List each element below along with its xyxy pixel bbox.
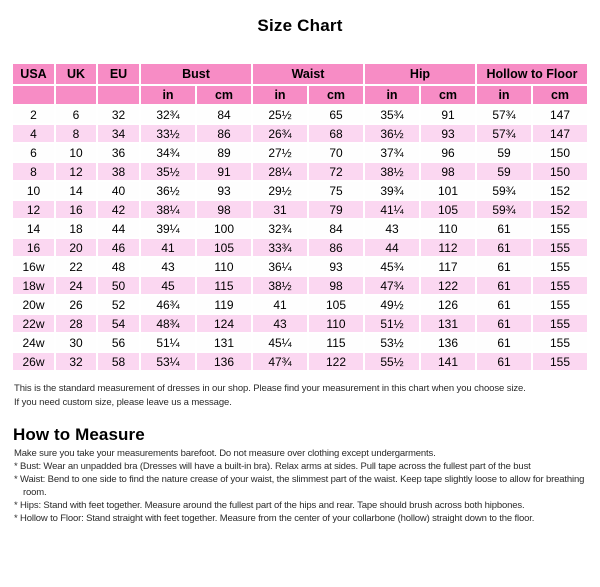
table-cell: 45¼ (253, 334, 307, 351)
table-header-row (13, 64, 587, 84)
table-cell: 35½ (141, 163, 195, 180)
table-cell: 155 (533, 315, 587, 332)
table-cell: 27½ (253, 144, 307, 161)
table-cell: 110 (421, 220, 475, 237)
table-cell: 53¼ (141, 353, 195, 370)
table-cell: 41¼ (365, 201, 419, 218)
table-cell: 84 (309, 220, 363, 237)
table-cell: 61 (477, 277, 531, 294)
table-cell: 31 (253, 201, 307, 218)
table-cell: 8 (13, 163, 54, 180)
table-cell: 29½ (253, 182, 307, 199)
table-cell: 150 (533, 144, 587, 161)
table-cell: 38 (98, 163, 139, 180)
note-line: If you need custom size, please leave us a message. (14, 397, 232, 408)
table-cell: 122 (421, 277, 475, 294)
table-cell: 126 (421, 296, 475, 313)
how-to-measure-section (14, 447, 598, 525)
table-cell: 20 (56, 239, 96, 256)
table-cell: 141 (421, 353, 475, 370)
unit-header-in: in (253, 86, 307, 104)
table-cell: 51¼ (141, 334, 195, 351)
table-cell: 34¾ (141, 144, 195, 161)
table-cell: 110 (309, 315, 363, 332)
table-cell: 53½ (365, 334, 419, 351)
table-row (13, 201, 587, 218)
table-cell: 44 (365, 239, 419, 256)
table-cell: 8 (56, 125, 96, 142)
table-cell: 131 (197, 334, 251, 351)
table-cell: 16 (13, 239, 54, 256)
table-cell: 110 (197, 258, 251, 275)
table-cell: 61 (477, 334, 531, 351)
measure-item-bust: * Bust: Wear an unpadded bra (Dresses will have a built-in bra). Relax arms at sides. Pull tape across the fullest part of the bust (14, 461, 531, 472)
table-cell: 4 (13, 125, 54, 142)
table-cell: 147 (533, 106, 587, 123)
table-cell: 112 (421, 239, 475, 256)
table-cell: 10 (56, 144, 96, 161)
table-cell: 41 (253, 296, 307, 313)
table-cell: 22 (56, 258, 96, 275)
table-cell: 136 (421, 334, 475, 351)
table-cell: 48¾ (141, 315, 195, 332)
table-cell: 105 (197, 239, 251, 256)
table-cell: 70 (309, 144, 363, 161)
table-cell: 38¼ (141, 201, 195, 218)
table-cell: 16w (13, 258, 54, 275)
table-cell: 44 (98, 220, 139, 237)
table-cell: 117 (421, 258, 475, 275)
table-cell: 34 (98, 125, 139, 142)
measure-item-hips: * Hips: Stand with feet together. Measure around the fullest part of the hips and rear. Tape should brush across both hipbones. (14, 500, 525, 511)
measure-item-hollow-to-floor: * Hollow to Floor: Stand straight with feet together. Measure from the center of your collarbone (hollow) straight down to the floor. (14, 513, 535, 524)
table-cell: 101 (421, 182, 475, 199)
measure-item-waist: * Waist: Bend to one side to find the nature crease of your waist, the slimmest part of the waist. Keep tape slightly loose to allow for breathing room. (14, 474, 585, 498)
table-cell: 155 (533, 258, 587, 275)
table-cell: 152 (533, 182, 587, 199)
table-cell: 61 (477, 315, 531, 332)
table-cell: 39¾ (365, 182, 419, 199)
size-chart-page (0, 16, 600, 587)
table-cell: 105 (421, 201, 475, 218)
unit-header-in: in (365, 86, 419, 104)
standard-measurement-note (14, 382, 598, 410)
table-cell: 105 (309, 296, 363, 313)
table-cell: 43 (365, 220, 419, 237)
table-row (13, 239, 587, 256)
note-line: This is the standard measurement of dresses in our shop. Please find your measurement in this chart when you choose size. (14, 383, 526, 394)
column-header-eu: EU (98, 64, 139, 84)
table-cell: 61 (477, 239, 531, 256)
table-cell: 32 (56, 353, 96, 370)
column-header-usa: USA (13, 64, 54, 84)
size-table-body (13, 106, 587, 370)
unit-header-in: in (477, 86, 531, 104)
table-cell: 155 (533, 239, 587, 256)
table-cell: 36¼ (253, 258, 307, 275)
table-cell: 2 (13, 106, 54, 123)
table-cell: 32 (98, 106, 139, 123)
table-cell: 16 (56, 201, 96, 218)
column-header-uk: UK (56, 64, 96, 84)
table-cell: 124 (197, 315, 251, 332)
unit-header-in: in (141, 86, 195, 104)
table-cell: 49½ (365, 296, 419, 313)
unit-header-cm: cm (533, 86, 587, 104)
table-cell: 26¾ (253, 125, 307, 142)
table-cell: 20w (13, 296, 54, 313)
table-header (13, 64, 587, 104)
table-cell: 57¾ (477, 125, 531, 142)
column-header-waist: Waist (253, 64, 363, 84)
table-cell: 155 (533, 296, 587, 313)
table-cell: 26 (56, 296, 96, 313)
table-row (13, 353, 587, 370)
table-cell: 59 (477, 144, 531, 161)
table-cell: 6 (13, 144, 54, 161)
table-cell: 152 (533, 201, 587, 218)
table-cell: 24w (13, 334, 54, 351)
unit-header-cm: cm (421, 86, 475, 104)
table-cell: 36½ (141, 182, 195, 199)
table-cell: 93 (197, 182, 251, 199)
table-cell: 115 (309, 334, 363, 351)
table-cell: 10 (13, 182, 54, 199)
table-cell: 59 (477, 163, 531, 180)
table-cell: 40 (98, 182, 139, 199)
table-cell: 33½ (141, 125, 195, 142)
table-row (13, 277, 587, 294)
table-cell: 155 (533, 277, 587, 294)
table-cell: 52 (98, 296, 139, 313)
table-row (13, 315, 587, 332)
table-cell: 32¾ (253, 220, 307, 237)
table-cell: 18w (13, 277, 54, 294)
table-cell: 72 (309, 163, 363, 180)
table-cell: 100 (197, 220, 251, 237)
table-cell: 6 (56, 106, 96, 123)
table-cell: 45¾ (365, 258, 419, 275)
table-cell: 57¾ (477, 106, 531, 123)
table-cell: 91 (197, 163, 251, 180)
table-cell: 51½ (365, 315, 419, 332)
table-row (13, 125, 587, 142)
table-cell: 59¾ (477, 201, 531, 218)
table-cell: 84 (197, 106, 251, 123)
table-cell: 43 (141, 258, 195, 275)
table-cell: 39¼ (141, 220, 195, 237)
table-cell: 42 (98, 201, 139, 218)
table-cell: 18 (56, 220, 96, 237)
table-cell: 59¾ (477, 182, 531, 199)
table-cell: 32¾ (141, 106, 195, 123)
column-header-hip: Hip (365, 64, 475, 84)
table-cell: 61 (477, 353, 531, 370)
unit-header-cm: cm (197, 86, 251, 104)
table-cell: 45 (141, 277, 195, 294)
table-cell: 37¾ (365, 144, 419, 161)
table-cell: 89 (197, 144, 251, 161)
table-cell: 75 (309, 182, 363, 199)
table-cell: 28¼ (253, 163, 307, 180)
table-cell: 24 (56, 277, 96, 294)
table-cell: 56 (98, 334, 139, 351)
table-cell: 12 (56, 163, 96, 180)
how-to-measure-heading: How to Measure (13, 425, 145, 444)
table-cell: 41 (141, 239, 195, 256)
measure-intro: Make sure you take your measurements barefoot. Do not measure over clothing except undergarments. (14, 448, 436, 459)
unit-header-empty (98, 86, 139, 104)
table-cell: 33¾ (253, 239, 307, 256)
table-row (13, 258, 587, 275)
table-cell: 38½ (365, 163, 419, 180)
table-cell: 12 (13, 201, 54, 218)
table-row (13, 182, 587, 199)
table-cell: 30 (56, 334, 96, 351)
table-cell: 86 (309, 239, 363, 256)
table-cell: 68 (309, 125, 363, 142)
table-cell: 46¾ (141, 296, 195, 313)
table-cell: 36½ (365, 125, 419, 142)
table-cell: 58 (98, 353, 139, 370)
table-cell: 155 (533, 353, 587, 370)
column-header-hollow-to-floor: Hollow to Floor (477, 64, 587, 84)
table-cell: 25½ (253, 106, 307, 123)
table-cell: 150 (533, 163, 587, 180)
table-row (13, 334, 587, 351)
page-title: Size Chart (257, 16, 343, 35)
table-cell: 38½ (253, 277, 307, 294)
table-cell: 35¾ (365, 106, 419, 123)
table-cell: 47¾ (253, 353, 307, 370)
table-cell: 155 (533, 220, 587, 237)
table-cell: 36 (98, 144, 139, 161)
table-cell: 93 (421, 125, 475, 142)
table-cell: 26w (13, 353, 54, 370)
table-cell: 48 (98, 258, 139, 275)
table-cell: 61 (477, 220, 531, 237)
table-cell: 119 (197, 296, 251, 313)
table-cell: 65 (309, 106, 363, 123)
table-cell: 91 (421, 106, 475, 123)
column-header-bust: Bust (141, 64, 251, 84)
table-cell: 50 (98, 277, 139, 294)
unit-header-empty (56, 86, 96, 104)
table-row (13, 220, 587, 237)
table-unit-row (13, 86, 587, 104)
unit-header-cm: cm (309, 86, 363, 104)
table-cell: 47¾ (365, 277, 419, 294)
table-cell: 22w (13, 315, 54, 332)
table-cell: 155 (533, 334, 587, 351)
size-chart-table (11, 62, 589, 372)
table-cell: 98 (197, 201, 251, 218)
table-cell: 93 (309, 258, 363, 275)
table-cell: 79 (309, 201, 363, 218)
table-cell: 55½ (365, 353, 419, 370)
table-row (13, 106, 587, 123)
table-cell: 136 (197, 353, 251, 370)
table-cell: 46 (98, 239, 139, 256)
unit-header-empty (13, 86, 54, 104)
table-row (13, 144, 587, 161)
table-cell: 43 (253, 315, 307, 332)
table-cell: 147 (533, 125, 587, 142)
table-cell: 115 (197, 277, 251, 294)
table-cell: 98 (421, 163, 475, 180)
table-cell: 28 (56, 315, 96, 332)
table-cell: 61 (477, 258, 531, 275)
table-cell: 122 (309, 353, 363, 370)
table-cell: 131 (421, 315, 475, 332)
table-cell: 14 (56, 182, 96, 199)
table-cell: 96 (421, 144, 475, 161)
table-cell: 14 (13, 220, 54, 237)
table-row (13, 296, 587, 313)
table-cell: 98 (309, 277, 363, 294)
table-cell: 54 (98, 315, 139, 332)
table-cell: 61 (477, 296, 531, 313)
table-cell: 86 (197, 125, 251, 142)
table-row (13, 163, 587, 180)
